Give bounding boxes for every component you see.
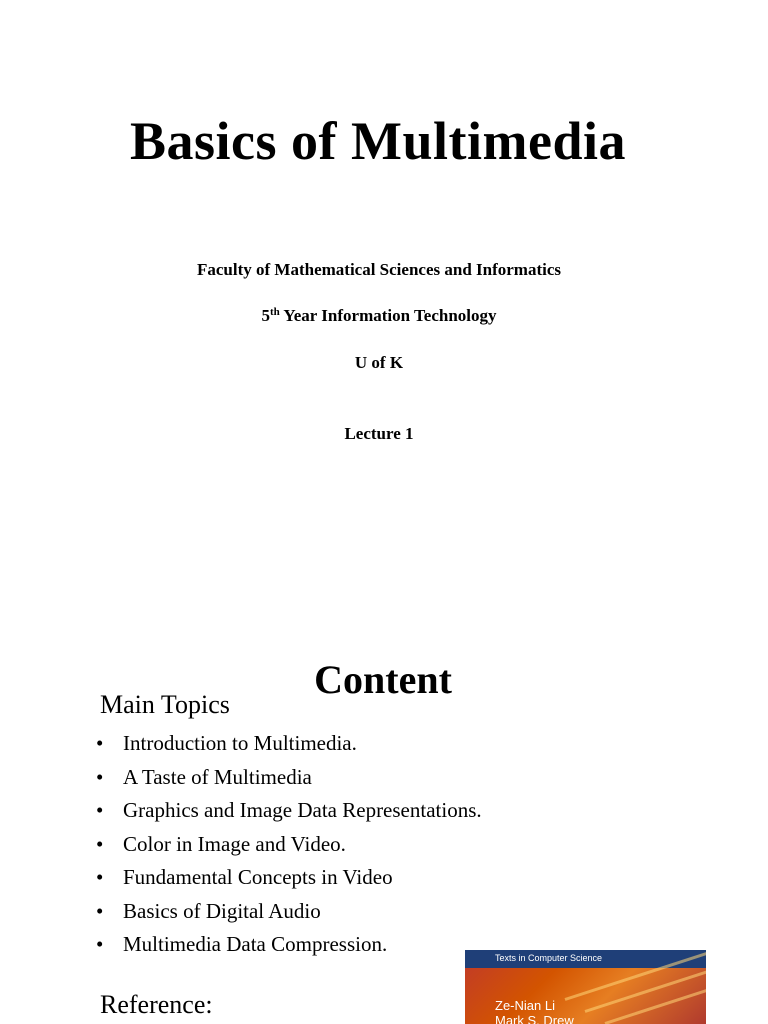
bullet: • — [96, 798, 104, 822]
bullet: • — [96, 731, 104, 755]
year-number: 5 — [261, 306, 270, 325]
list-item — [96, 861, 482, 895]
topic-text: Introduction to Multimedia. — [123, 731, 357, 755]
year-ordinal-suffix: th — [269, 306, 280, 318]
university-line: U of K — [354, 353, 404, 372]
topic-text: Graphics and Image Data Representations. — [123, 798, 482, 822]
list-item — [96, 828, 482, 862]
book-series-text: Texts in Computer Science — [495, 953, 603, 963]
bullet: • — [96, 831, 104, 856]
topic-text: A Taste of Multimedia — [123, 764, 312, 789]
bullet: • — [96, 898, 104, 923]
bullet: • — [96, 932, 104, 956]
bullet: • — [96, 764, 104, 789]
cover-decoration — [605, 985, 706, 1024]
main-topics-label: Main Topics — [100, 690, 230, 719]
year-line — [0, 305, 758, 327]
list-item — [96, 895, 482, 929]
topic-text: Fundamental Concepts in Video — [123, 865, 393, 889]
slide-title: Basics of Multimedia — [130, 111, 626, 171]
topic-list — [96, 727, 482, 962]
reference-label: Reference: — [100, 990, 213, 1019]
lecture-number: Lecture 1 — [344, 424, 414, 443]
content-heading: Content — [314, 657, 452, 702]
book-cover-image — [465, 950, 706, 1024]
book-author-1: Ze-Nian Li — [495, 998, 555, 1013]
year-program: Year Information Technology — [279, 306, 497, 325]
list-item — [96, 794, 482, 828]
list-item — [96, 928, 482, 962]
faculty-line: Faculty of Mathematical Sciences and Informatics — [196, 260, 562, 279]
bullet: • — [96, 865, 104, 889]
list-item — [96, 727, 482, 761]
book-author-2: Mark S. Drew — [495, 1013, 574, 1024]
topic-text: Basics of Digital Audio — [123, 898, 321, 923]
topic-text: Color in Image and Video. — [123, 831, 346, 856]
topic-text: Multimedia Data Compression. — [123, 932, 388, 956]
list-item — [96, 761, 482, 795]
